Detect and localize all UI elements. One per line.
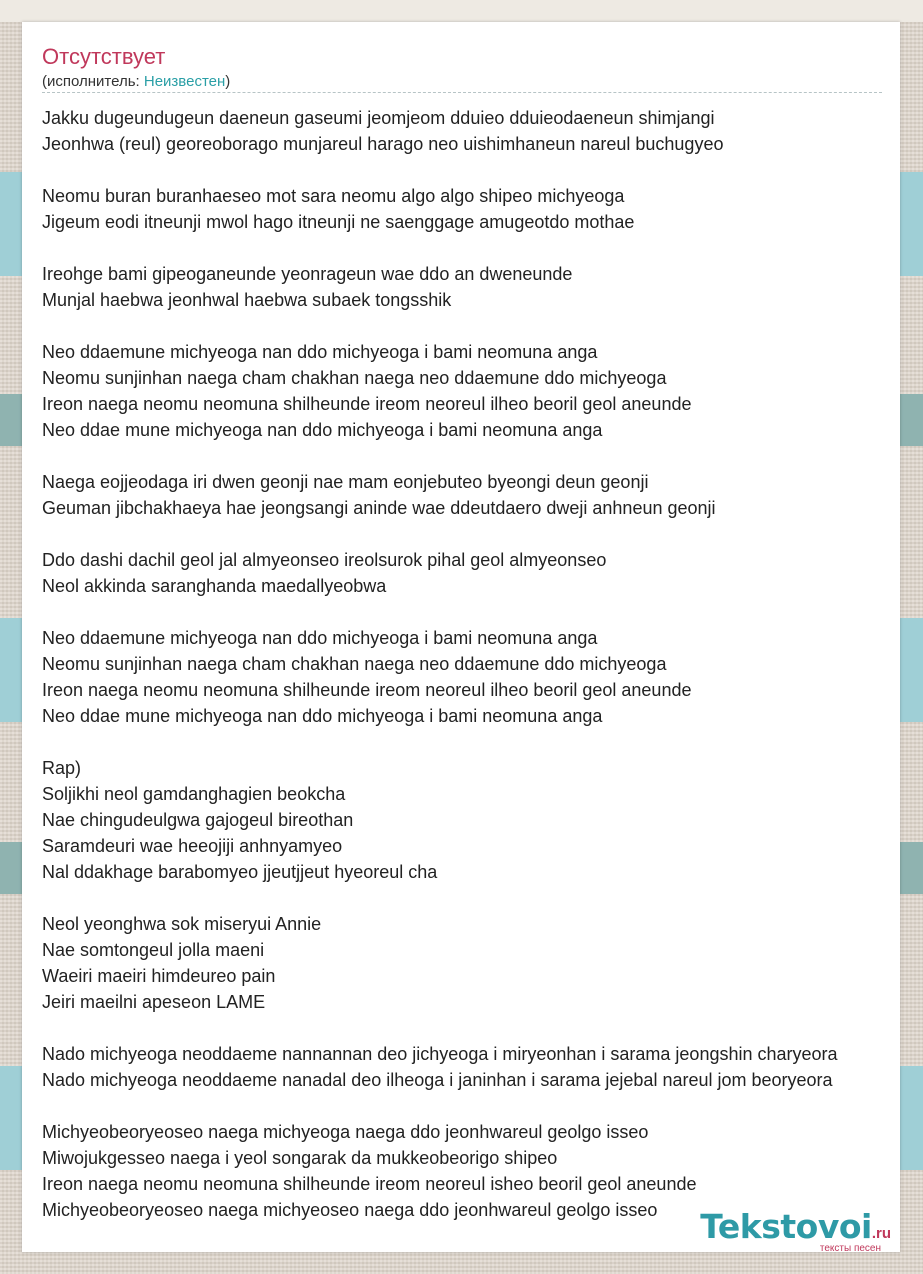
- lyric-line: Neo ddaemune michyeoga nan ddo michyeoga i bami neomuna anga: [42, 628, 598, 648]
- lyric-line: Neo ddae mune michyeoga nan ddo michyeoga i bami neomuna anga: [42, 706, 603, 726]
- lyric-line: Geuman jibchakhaeya hae jeongsangi aninde wae ddeutdaero dweji anhneun geonji: [42, 498, 716, 518]
- lyric-line: Jeiri maeilni apeseon LAME: [42, 992, 266, 1012]
- lyric-line: Saramdeuri wae heeojiji anhnyamyeo: [42, 836, 343, 856]
- stanza-gap: [42, 443, 900, 469]
- lyric-line: Neol akkinda saranghanda maedallyeobwa: [42, 576, 387, 596]
- lyrics-card: [22, 22, 900, 1252]
- song-title: Отсутствует: [42, 44, 166, 69]
- lyric-line: Neol yeonghwa sok miseryui Annie: [42, 914, 322, 934]
- stanza-gap: [42, 157, 900, 183]
- lyric-line: Ireohge bami gipeoganeunde yeonrageun wae ddo an dweneunde: [42, 264, 573, 284]
- stanza-gap: [42, 599, 900, 625]
- lyric-line: Miwojukgesseo naega i yeol songarak da mukkeobeorigo shipeo: [42, 1148, 558, 1168]
- lyrics-text: [42, 105, 900, 1223]
- artist-link[interactable]: Неизвестен: [143, 73, 226, 90]
- lyric-line: Ddo dashi dachil geol jal almyeonseo ireolsurok pihal geol almyeonseo: [42, 550, 607, 570]
- stanza-gap: [42, 1093, 900, 1119]
- site-logo[interactable]: [700, 1207, 891, 1254]
- artist-line: [42, 73, 230, 90]
- background-stripe: [0, 0, 923, 22]
- lyric-line: Nae chingudeulgwa gajogeul bireothan: [42, 810, 354, 830]
- logo-tld: .ru: [871, 1225, 891, 1242]
- lyric-line: Ireon naega neomu neomuna shilheunde ireom neoreul isheo beoril geol aneunde: [42, 1174, 697, 1194]
- artist-prefix: (исполнитель:: [42, 73, 144, 90]
- lyric-line: Jigeum eodi itneunji mwol hago itneunji ne saenggage amugeotdo mothae: [42, 212, 635, 232]
- stanza-gap: [42, 885, 900, 911]
- lyric-line: Jeonhwa (reul) georeoborago munjareul harago neo uishimhaneun nareul buchugyeo: [42, 134, 724, 154]
- lyric-line: Nado michyeoga neoddaeme nanadal deo ilheoga i janinhan i sarama jejebal nareul jom beoryeora: [42, 1070, 833, 1090]
- stanza-gap: [42, 729, 900, 755]
- lyric-line: Ireon naega neomu neomuna shilheunde ireom neoreul ilheo beoril geol aneunde: [42, 680, 692, 700]
- lyric-line: Michyeobeoryeoseo naega michyeoseo naega ddo jeonhwareul geolgo isseo: [42, 1200, 658, 1220]
- lyric-line: Neomu sunjinhan naega cham chakhan naega neo ddaemune ddo michyeoga: [42, 654, 667, 674]
- lyric-line: Jakku dugeundugeun daeneun gaseumi jeomjeom dduieo dduieodaeneun shimjangi: [42, 108, 715, 128]
- lyric-line: Michyeobeoryeoseo naega michyeoga naega ddo jeonhwareul geolgo isseo: [42, 1122, 649, 1142]
- logo-name: Tekstovoi: [700, 1207, 872, 1246]
- lyric-line: Soljikhi neol gamdanghagien beokcha: [42, 784, 346, 804]
- artist-suffix: ): [225, 73, 231, 90]
- lyric-line: Ireon naega neomu neomuna shilheunde ireom neoreul ilheo beoril geol aneunde: [42, 394, 692, 414]
- lyric-line: Naega eojjeodaga iri dwen geonji nae mam eonjebuteo byeongi deun geonji: [42, 472, 649, 492]
- stanza-gap: [42, 313, 900, 339]
- lyric-line: Rap): [42, 758, 82, 778]
- lyric-line: Nal ddakhage barabomyeo jjeutjjeut hyeoreul cha: [42, 862, 438, 882]
- lyric-line: Neomu buran buranhaeseo mot sara neomu algo algo shipeo michyeoga: [42, 186, 625, 206]
- lyric-line: Nae somtongeul jolla maeni: [42, 940, 265, 960]
- stanza-gap: [42, 235, 900, 261]
- lyric-line: Waeiri maeiri himdeureo pain: [42, 966, 276, 986]
- lyric-line: Neo ddae mune michyeoga nan ddo michyeoga i bami neomuna anga: [42, 420, 603, 440]
- lyric-line: Munjal haebwa jeonhwal haebwa subaek tongsshik: [42, 290, 452, 310]
- logo-tagline: тексты песен: [819, 1243, 881, 1254]
- stanza-gap: [42, 1015, 900, 1041]
- stanza-gap: [42, 521, 900, 547]
- lyric-line: Neo ddaemune michyeoga nan ddo michyeoga i bami neomuna anga: [42, 342, 598, 362]
- lyric-line: Neomu sunjinhan naega cham chakhan naega neo ddaemune ddo michyeoga: [42, 368, 667, 388]
- lyric-line: Nado michyeoga neoddaeme nannannan deo jichyeoga i miryeonhan i sarama jeongshin charyeora: [42, 1044, 838, 1064]
- header-divider: [42, 92, 882, 93]
